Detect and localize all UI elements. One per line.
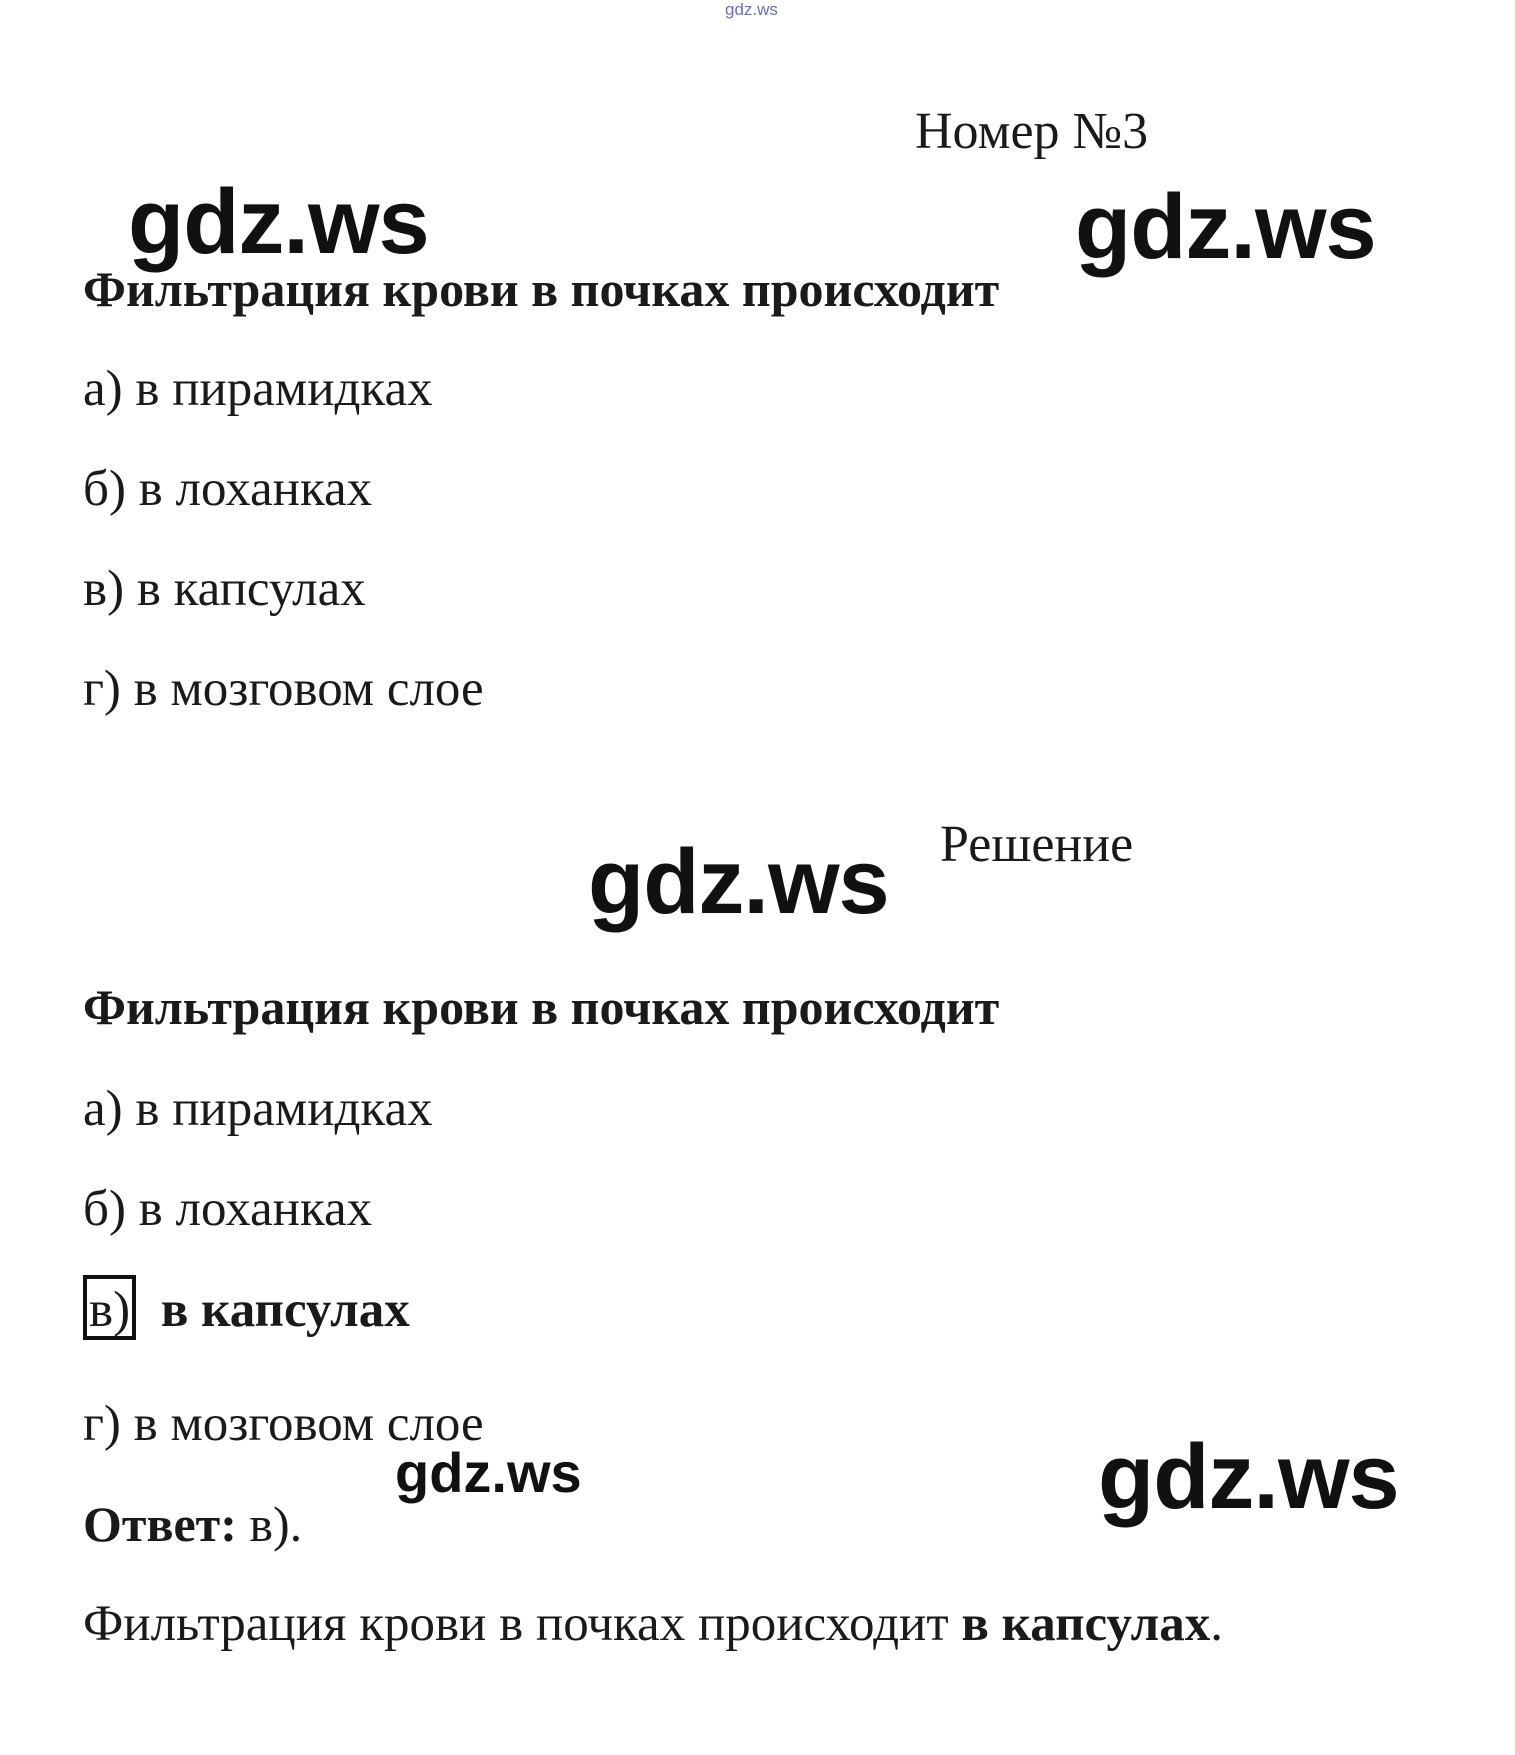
watermark-logo: gdz.ws — [588, 831, 889, 933]
correct-answer-box: в) — [83, 1275, 136, 1340]
answer-line — [83, 1495, 302, 1553]
final-sentence-suffix: . — [1210, 1596, 1224, 1652]
solution-option-a: а) в пирамидках — [83, 1081, 433, 1137]
watermark-logo: gdz.ws — [128, 171, 429, 273]
answer-value: в). — [249, 1496, 303, 1552]
answer-label: Ответ: — [83, 1496, 237, 1552]
final-sentence — [83, 1595, 1223, 1653]
solution-option-g: г) в мозговом слое — [83, 1396, 484, 1452]
page-title: Номер №3 — [915, 103, 1149, 160]
option-v: в) в капсулах — [83, 561, 366, 617]
solution-option-v — [83, 1275, 410, 1340]
final-sentence-prefix: Фильтрация крови в почках происходит — [83, 1596, 962, 1652]
solution-option-b: б) в лоханках — [83, 1181, 373, 1237]
solution-title: Решение — [940, 816, 1134, 873]
watermark-logo: gdz.ws — [1098, 1426, 1399, 1528]
final-sentence-emphasis: в капсулах — [961, 1596, 1211, 1652]
top-watermark: gdz.ws — [725, 0, 778, 19]
option-g: г) в мозговом слое — [83, 661, 484, 717]
question-text: Фильтрация крови в почках происходит — [83, 261, 1000, 317]
option-a: а) в пирамидках — [83, 361, 433, 417]
watermark-logo: gdz.ws — [395, 1441, 582, 1504]
option-b: б) в лоханках — [83, 461, 373, 517]
correct-answer-text: в капсулах — [160, 1282, 410, 1338]
watermark-logo: gdz.ws — [1075, 176, 1376, 278]
solution-question-text: Фильтрация крови в почках происходит — [83, 979, 1000, 1035]
